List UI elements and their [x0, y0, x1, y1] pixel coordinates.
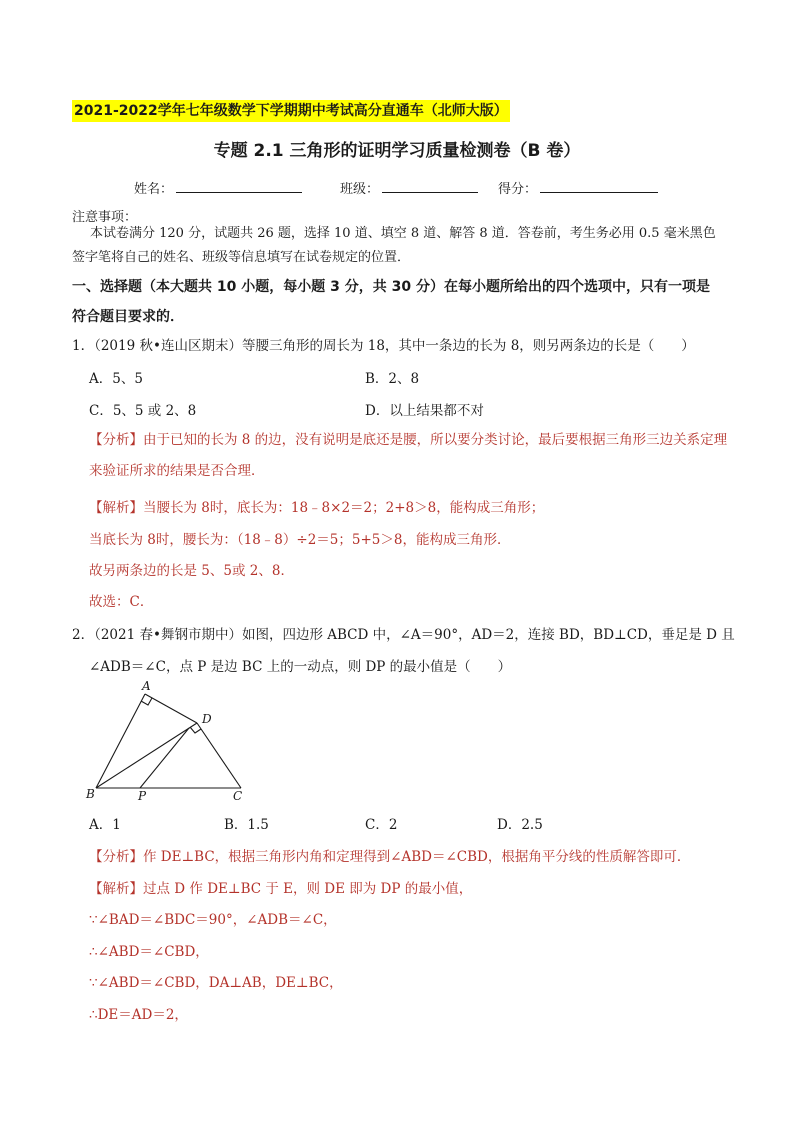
right-angle-mark-d: [190, 727, 201, 733]
q2-analysis-tag: 【分析】: [89, 849, 143, 865]
q2-option-c[interactable]: C．2: [365, 817, 398, 833]
q2-proof-line-4: ∴DE＝AD＝2，: [89, 1007, 188, 1023]
q1-option-a[interactable]: A．5、5: [89, 371, 143, 387]
name-field[interactable]: [176, 192, 302, 193]
q1-solution-1-text: 当腰长为 8时，底长为：18﹣8×2＝2；2+8＞8，能构成三角形；: [143, 500, 545, 516]
q2-proof-line-1: ∵∠BAD＝∠BDC＝90°，∠ADB＝∠C，: [89, 912, 337, 928]
q2-analysis-text: 作 DE⊥BC，根据三角形内角和定理得到∠ABD＝∠CBD，根据角平分线的性质解答即可．: [143, 849, 691, 865]
notes-body: 本试卷满分 120 分，试题共 26 题，选择 10 道、填空 8 道、解答 8 道．答卷前，考生务必用 0.5 毫米黑色签字笔将自己的姓名、班级等信息填写在试卷规定的位置．: [72, 226, 716, 265]
q2-solution-1-text: 过点 D 作 DE⊥BC 于 E，则 DE 即为 DP 的最小值，: [143, 881, 473, 897]
q1-analysis-text: 由于已知的长为 8 的边，没有说明是底还是腰，所以要分类讨论，最后要根据三角形三边关系定理来验证所求的结果是否合理．: [89, 432, 728, 479]
exam-series-banner: 2021-2022学年七年级数学下学期期中考试高分直通车（北师大版）: [72, 100, 510, 122]
q2-solution-tag: 【解析】: [89, 881, 143, 897]
q1-option-c[interactable]: C．5、5 或 2、8: [89, 403, 197, 419]
q2-analysis: [89, 845, 690, 865]
question-2-stem-line-2: ∠ADB＝∠C，点 P 是边 BC 上的一动点，则 DP 的最小值是（ ）: [89, 659, 512, 675]
q1-solution-1: [89, 496, 544, 516]
point-label-p: P: [138, 789, 147, 803]
q1-solution-3: 故另两条边的长是 5、5或 2、8．: [89, 563, 294, 579]
q2-proof-line-2: ∴∠ABD＝∠CBD，: [89, 944, 209, 960]
point-label-b: B: [86, 787, 95, 801]
question-2-stem-line-1: 2．（2021 春•舞钢市期中）如图，四边形 ABCD 中，∠A＝90°，AD＝2，连接 BD，BD⊥CD，垂足是 D 且: [72, 627, 735, 643]
q1-solution-2: 当底长为 8时，腰长为：（18﹣8）÷2＝5；5+5＞8，能构成三角形．: [89, 532, 511, 548]
question-1-stem: 1．（2019 秋•连山区期末）等腰三角形的周长为 18，其中一条边的长为 8，则另两条边的长是（ ）: [72, 338, 695, 354]
side-cd: [197, 723, 241, 788]
q2-option-b[interactable]: B．1.5: [224, 817, 269, 833]
point-label-a: A: [142, 680, 151, 693]
score-field[interactable]: [540, 192, 658, 193]
point-label-d: D: [202, 712, 212, 726]
segment-dp: [140, 728, 189, 788]
quadrilateral-figure: [84, 680, 254, 804]
q1-option-b[interactable]: B．2、8: [365, 371, 420, 387]
class-label: 班级：: [340, 182, 380, 197]
diagonal-bd: [96, 723, 197, 788]
q2-proof-line-3: ∵∠ABD＝∠CBD，DA⊥AB，DE⊥BC，: [89, 975, 343, 991]
point-label-c: C: [233, 789, 243, 803]
q1-answer: 故选：C．: [89, 594, 154, 610]
q2-option-a[interactable]: A．1: [89, 817, 121, 833]
q1-analysis: [89, 425, 729, 487]
notes-heading: 注意事项：: [72, 210, 138, 225]
q1-option-d[interactable]: D．以上结果都不对: [365, 403, 484, 419]
class-field[interactable]: [382, 192, 478, 193]
page-title: 专题 2.1 三角形的证明学习质量检测卷（B 卷）: [213, 141, 581, 161]
q2-solution-1: [89, 877, 472, 897]
q1-solution-tag: 【解析】: [89, 500, 143, 516]
side-ab: [96, 694, 145, 788]
q1-analysis-tag: 【分析】: [89, 432, 143, 448]
score-label: 得分：: [498, 182, 538, 197]
section-heading: 一、选择题（本大题共 10 小题，每小题 3 分，共 30 分）在每小题所给出的四个选项中，只有一项是符合题目要求的．: [72, 279, 710, 325]
side-ad: [145, 694, 197, 723]
q2-option-d[interactable]: D．2.5: [497, 817, 543, 833]
name-label: 姓名：: [134, 182, 174, 197]
